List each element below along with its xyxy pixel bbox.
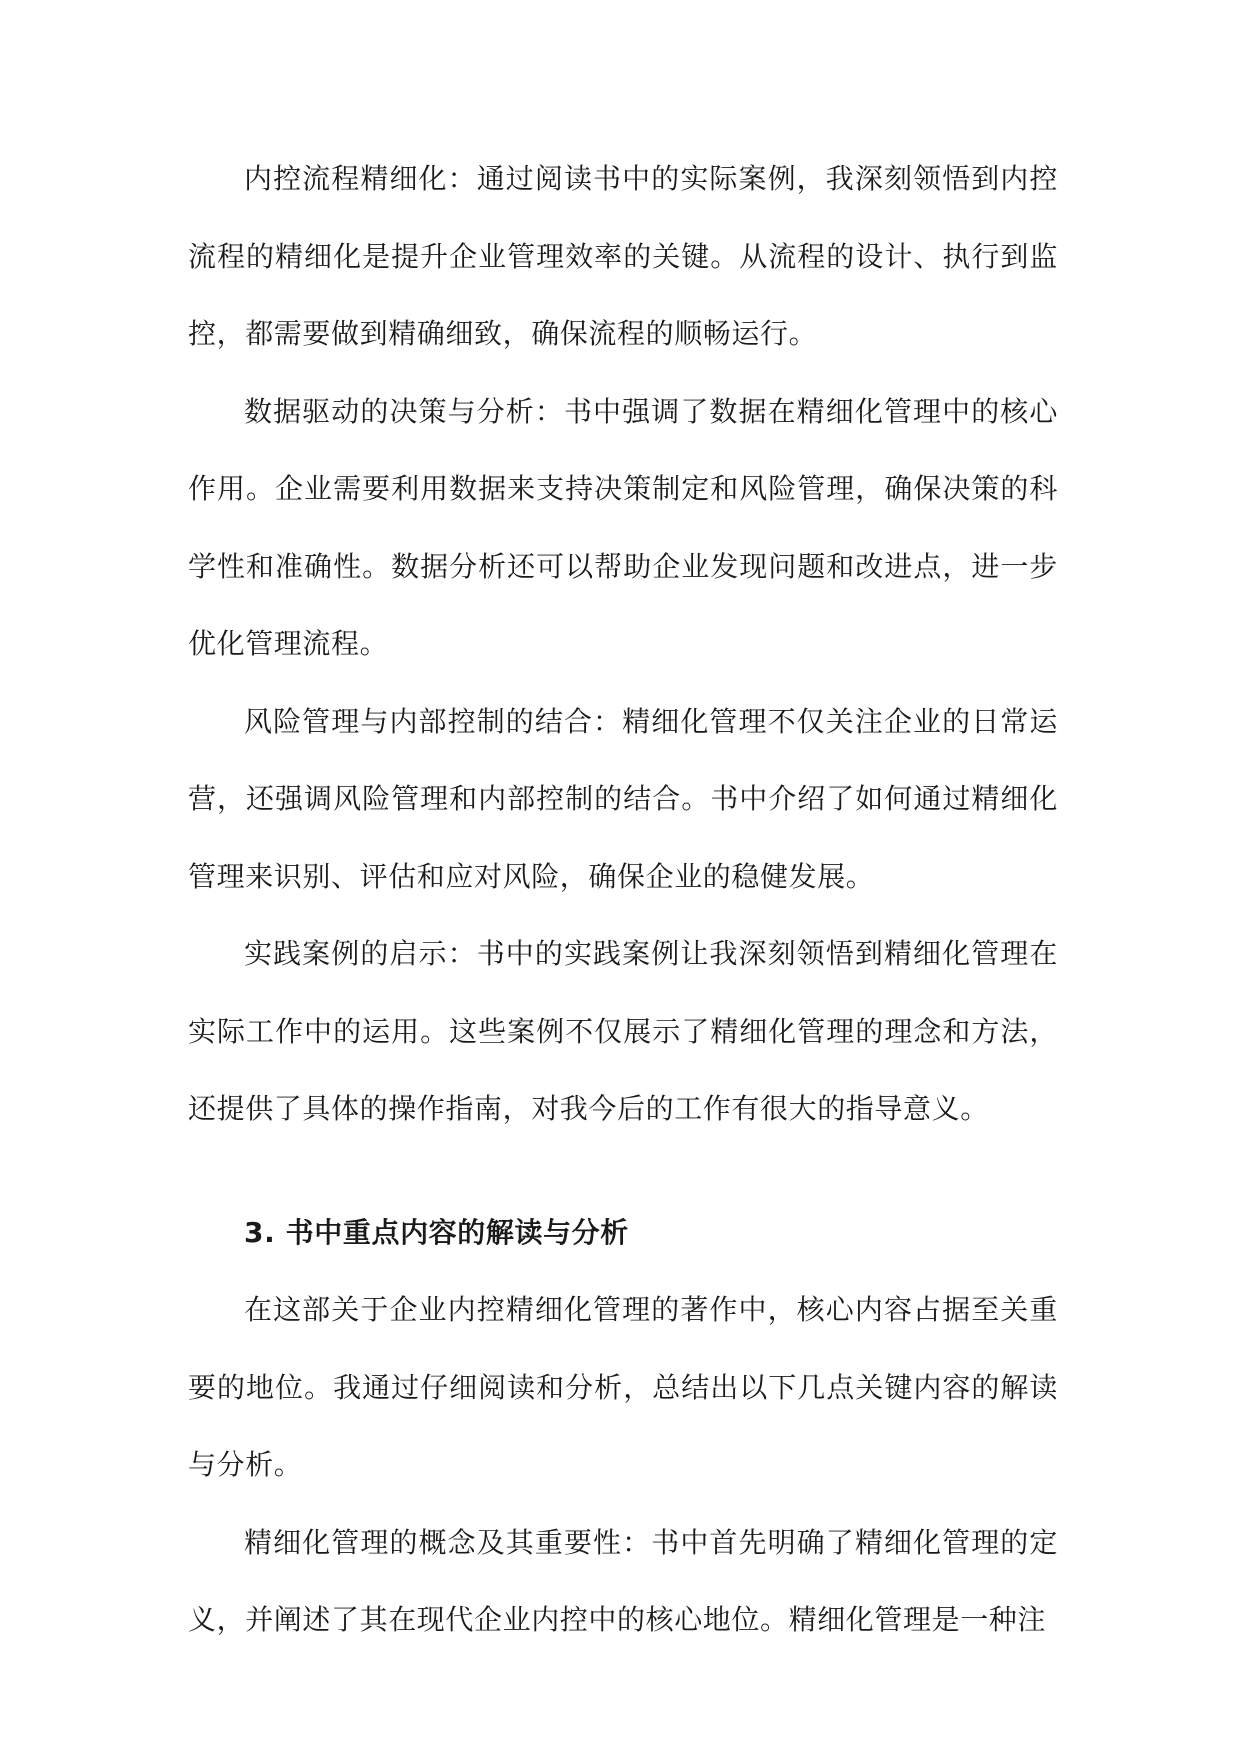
- paragraph-core-content-intro: 在这部关于企业内控精细化管理的著作中，核心内容占据至关重要的地位。我通过仔细阅读和分析，总结出以下几点关键内容的解读与分析。: [188, 1293, 1058, 1481]
- paragraph-risk-management: 风险管理与内部控制的结合：精细化管理不仅关注企业的日常运营，还强调风险管理和内部控制的结合。书中介绍了如何通过精细化管理来识别、评估和应对风险，确保企业的稳健发展。: [188, 704, 1058, 893]
- paragraph-data-driven-decisions: 数据驱动的决策与分析：书中强调了数据在精细化管理中的核心作用。企业需要利用数据来支持决策制定和风险管理，确保决策的科学性和准确性。数据分析还可以帮助企业发现问题和改进点，进一步优化管理流程。: [188, 394, 1058, 660]
- paragraph-practice-cases: 实践案例的启示：书中的实践案例让我深刻领悟到精细化管理在实际工作中的运用。这些案例不仅展示了精细化管理的理念和方法，还提供了具体的操作指南，对我今后的工作有很大的指导意义。: [188, 937, 1058, 1125]
- document-body: [188, 140, 1058, 1659]
- section-heading: 3. 书中重点内容的解读与分析: [244, 1215, 629, 1249]
- paragraph-internal-control-process: 内控流程精细化：通过阅读书中的实际案例，我深刻领悟到内控流程的精细化是提升企业管理效率的关键。从流程的设计、执行到监控，都需要做到精确细致，确保流程的顺畅运行。: [188, 162, 1058, 350]
- paragraph-fine-management-concept: 精细化管理的概念及其重要性：书中首先明确了精细化管理的定义，并阐述了其在现代企业内控中的核心地位。精细化管理是一种注: [188, 1525, 1058, 1636]
